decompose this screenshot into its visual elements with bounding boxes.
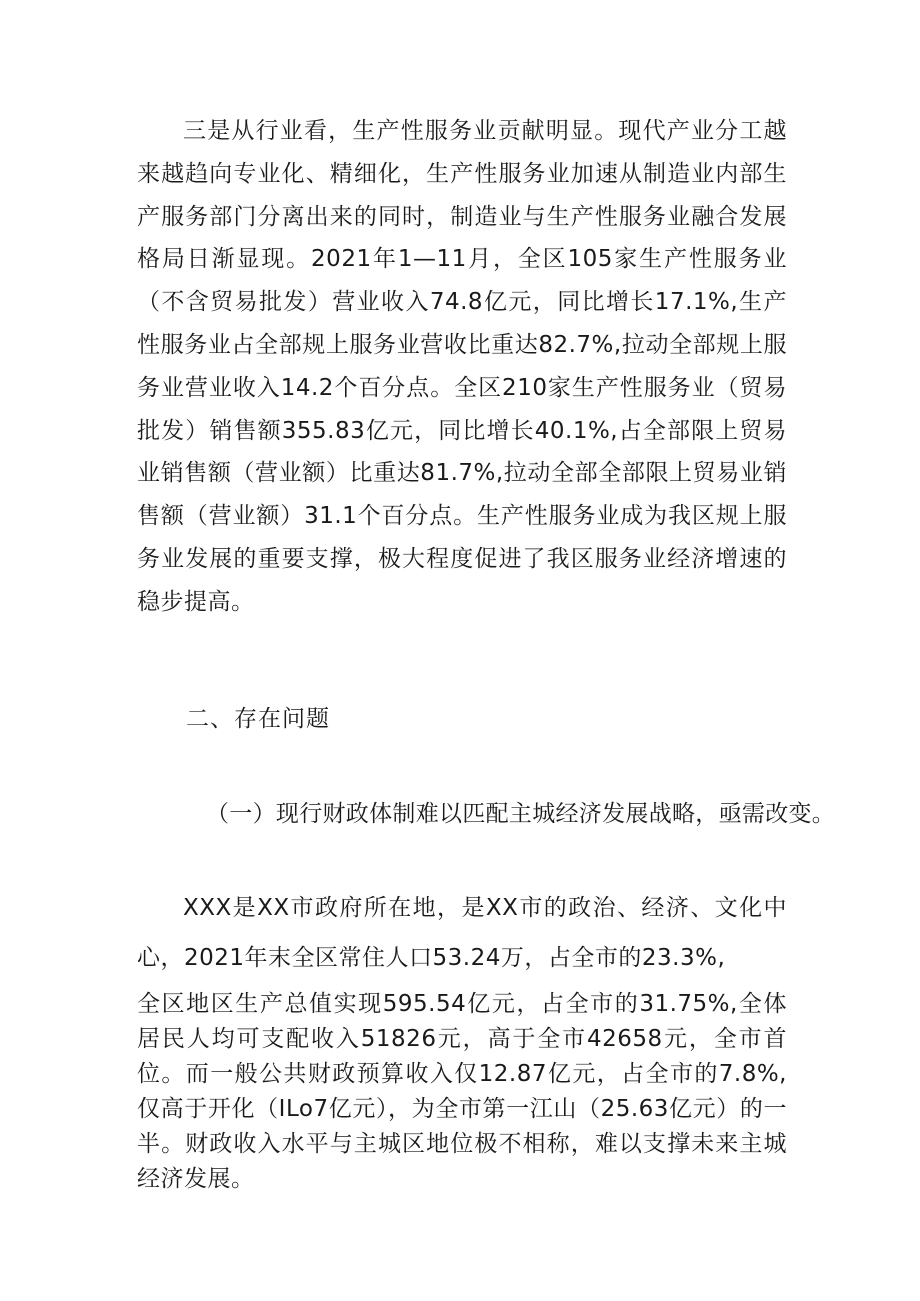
paragraph-district-population: XXX是XX市政府所在地，是XX市的政治、经济、文化中心，2021年末全区常住人口53.24万，占全市的23.3%, [137,895,787,971]
paragraph-district-gdp-fiscal: 全区地区生产总值实现595.54亿元，占全市的31.75%,全体居民人均可支配收入51826元，高于全市42658元，全市首位。而一般公共财政预算收入仅12.87亿元，占全市的7.8%,仅高于开化（ILo7亿元），为全市第一江山（25.63亿元）的一半。财政收入水平与主城区地位极不相称，难以支撑未来主城经济发展。 [137,991,787,1192]
section-heading-existing-problems: 二、存在问题 [186,706,330,732]
paragraph-production-services: 三是从行业看，生产性服务业贡献明显。现代产业分工越来越趋向专业化、精细化，生产性服务业加速从制造业内部生产服务部门分离出来的同时，制造业与生产性服务业融合发展格局日渐显现。2021年1—11月，全区105家生产性服务业（不含贸易批发）营业收入74.8亿元，同比增长17.1%,生产性服务业占全部规上服务业营收比重达82.7%,拉动全部规上服务业营业收入14.2个百分点。全区210家生产性服务业（贸易批发）销售额355.83亿元，同比增长40.1%,占全部限上贸易业销售额（营业额）比重达81.7%,拉动全部全部限上贸易业销售额（营业额）31.1个百分点。生产性服务业成为我区规上服务业发展的重要支撑，极大程度促进了我区服务业经济增速的稳步提高。 [137,118,787,615]
subsection-heading-fiscal-system: （一）现行财政体制难以匹配主城经济发展战略，亟需改变。 [206,801,836,827]
